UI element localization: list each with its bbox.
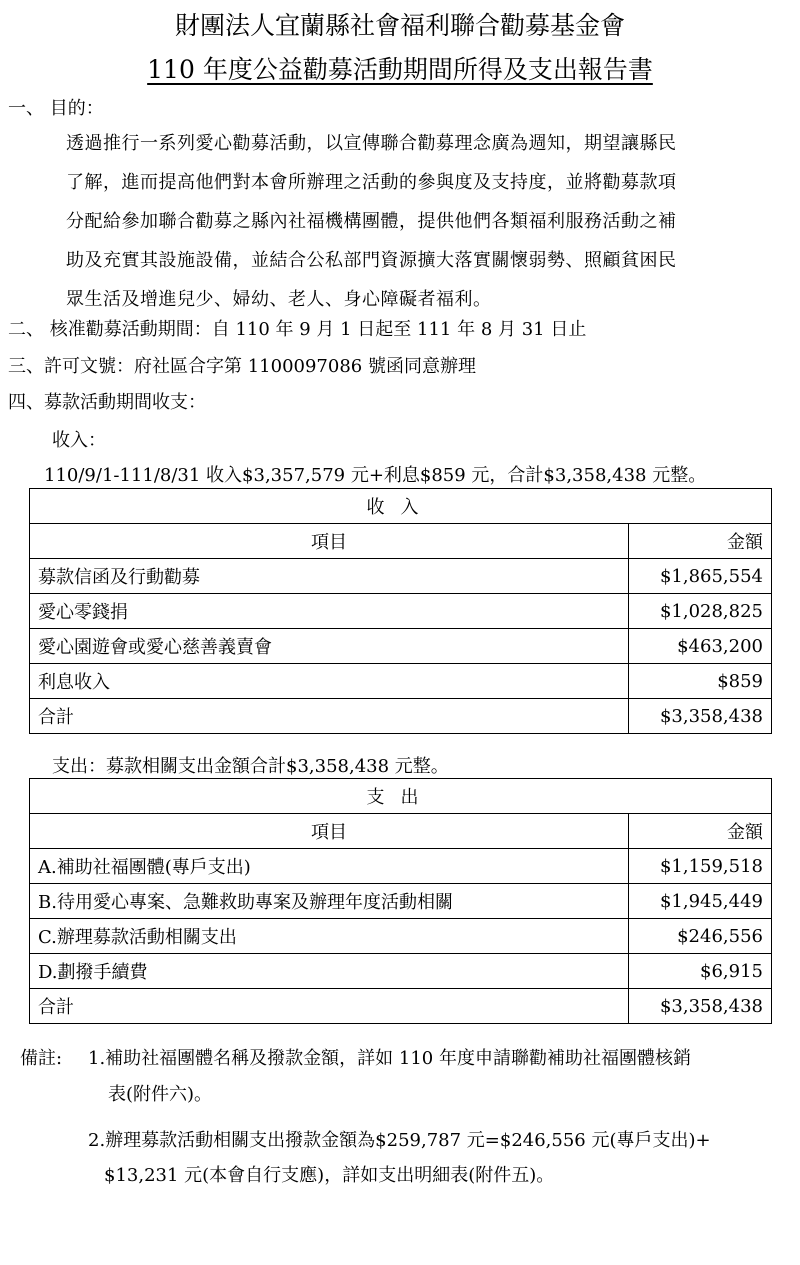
income-table-title: 收入 [30, 489, 772, 524]
row-amount: $463,200 [629, 629, 772, 664]
row-item: C.辦理募款活動相關支出 [30, 919, 629, 954]
note-2-line-2: $13,231 元(本會自行支應)，詳如支出明細表(附件五)。 [104, 1165, 555, 1186]
table-row-total [30, 989, 772, 1024]
column-header-amount: 金額 [629, 524, 772, 559]
income-table [29, 488, 772, 734]
expense-table-title: 支出 [30, 779, 772, 814]
purpose-paragraph [66, 124, 776, 319]
table-row [30, 884, 772, 919]
column-header-item: 項目 [30, 524, 629, 559]
table-row [30, 954, 772, 989]
section-permit: 三、許可文號：府社區合字第 1100097086 號函同意辦理 [8, 356, 476, 377]
row-item: D.劃撥手續費 [30, 954, 629, 989]
table-row [30, 594, 772, 629]
row-amount: $1,028,825 [629, 594, 772, 629]
document-title: 財團法人宜蘭縣社會福利聯合勸募基金會 [174, 11, 625, 40]
row-item: A.補助社福團體(專戶支出) [30, 849, 629, 884]
note-1-line-2: 表(附件六)。 [108, 1084, 213, 1105]
row-item: 愛心零錢捐 [30, 594, 629, 629]
section-income-expense: 四、募款活動期間收支： [8, 392, 206, 413]
row-amount: $1,159,518 [629, 849, 772, 884]
row-item: 利息收入 [30, 664, 629, 699]
table-row [30, 919, 772, 954]
purpose-line: 分配給參加聯合勸募之縣內社福機構團體，提供他們各類福利服務活動之補 [66, 211, 677, 232]
table-row [30, 559, 772, 594]
row-amount: $1,865,554 [629, 559, 772, 594]
column-header-item: 項目 [30, 814, 629, 849]
row-amount: $3,358,438 [629, 699, 772, 734]
note-1-line-1: 1.補助社福團體名稱及撥款金額，詳如 110 年度申請聯勸補助社福團體核銷 [88, 1048, 691, 1069]
table-row [30, 629, 772, 664]
table-row [30, 849, 772, 884]
row-item: B.待用愛心專案、急難救助專案及辦理年度活動相關 [30, 884, 629, 919]
row-amount: $1,945,449 [629, 884, 772, 919]
expense-table [29, 778, 772, 1024]
section-period: 二、 核准勸募活動期間：自 110 年 9 月 1 日起至 111 年 8 月 31 日止 [8, 319, 587, 340]
row-amount: $246,556 [629, 919, 772, 954]
section-purpose-label: 一、 目的： [8, 98, 104, 119]
income-label: 收入： [52, 430, 106, 451]
row-amount: $859 [629, 664, 772, 699]
row-item: 募款信函及行動勸募 [30, 559, 629, 594]
income-summary: 110/9/1-111/8/31 收入$3,357,579 元+利息$859 元，合計$3,358,438 元整。 [44, 465, 707, 486]
row-item: 合計 [30, 989, 629, 1024]
expense-summary: 支出：募款相關支出金額合計$3,358,438 元整。 [52, 756, 449, 777]
row-amount: $6,915 [629, 954, 772, 989]
purpose-line: 眾生活及增進兒少、婦幼、老人、身心障礙者福利。 [66, 289, 492, 310]
row-item: 合計 [30, 699, 629, 734]
row-amount: $3,358,438 [629, 989, 772, 1024]
purpose-line: 了解，進而提高他們對本會所辦理之活動的參與度及支持度，並將勸募款項 [66, 172, 677, 193]
document-subtitle: 110 年度公益勸募活動期間所得及支出報告書 [147, 55, 653, 84]
note-2-line-1: 2.辦理募款活動相關支出撥款金額為$259,787 元=$246,556 元(專戶支出)+ [88, 1130, 711, 1151]
table-row-total [30, 699, 772, 734]
row-item: 愛心園遊會或愛心慈善義賣會 [30, 629, 629, 664]
purpose-line: 助及充實其設施設備，並結合公私部門資源擴大落實關懷弱勢、照顧貧困民 [66, 250, 677, 271]
column-header-amount: 金額 [629, 814, 772, 849]
table-row [30, 664, 772, 699]
purpose-line: 透過推行一系列愛心勸募活動，以宣傳聯合勸募理念廣為週知，期望讓縣民 [66, 133, 677, 154]
notes-label: 備註: [20, 1048, 63, 1069]
